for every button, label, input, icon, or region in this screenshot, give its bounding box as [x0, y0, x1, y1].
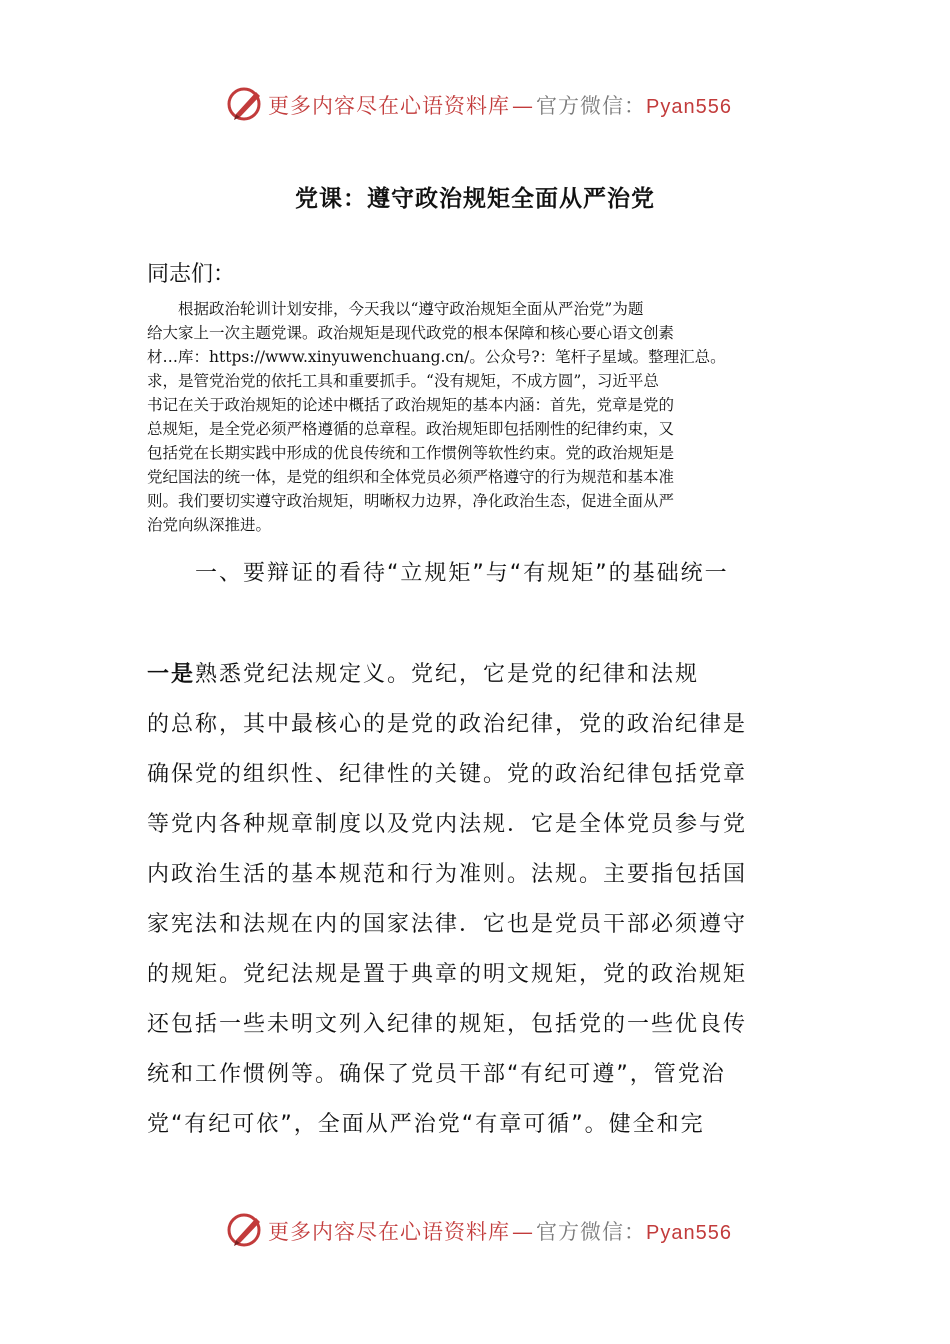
intro-line: 给大家上一次主题党课。政治规矩是现代政党的根本保障和核心要心语文创素: [147, 324, 675, 342]
intro-line: 则。我们要切实遵守政治规矩，明晰权力边界，净化政治生态，促进全面从严: [147, 492, 675, 510]
intro-paragraph: [147, 297, 797, 537]
watermark-text: [268, 1216, 732, 1246]
section-heading: 一、要辩证的看待“立规矩”与“有规矩”的基础统一: [147, 561, 729, 586]
body-line: 还包括一些未明文列入纪律的规矩，包括党的一些优良传: [147, 1012, 748, 1037]
intro-line: 材…库：https://www.xinyuwenchuang.cn/。公众号?：笔杆子星域。整理汇总。: [147, 348, 726, 366]
watermark-label: 官方微信：: [536, 1220, 646, 1244]
intro-line: 根据政治轮训计划安排，今天我以“遵守政治规矩全面从严治党”为题: [147, 300, 644, 318]
watermark-wechat-id: Pyan556: [646, 96, 732, 118]
intro-line: 包括党在长期实践中形成的优良传统和工作惯例等软性约束。党的政治规矩是: [147, 444, 675, 462]
pen-logo-icon: [226, 84, 266, 124]
pen-logo-icon: [226, 1210, 266, 1250]
body-line: 统和工作惯例等。确保了党员干部“有纪可遵”，管党治: [147, 1062, 726, 1087]
body-line: 内政治生活的基本规范和行为准则。法规。主要指包括国: [147, 862, 748, 887]
intro-line: 党纪国法的统一体，是党的组织和全体党员必须严格遵守的行为规范和基本准: [147, 468, 675, 486]
body-line: 党“有纪可依”，全面从严治党“有章可循”。健全和完: [147, 1112, 705, 1137]
footer-watermark: [0, 1210, 950, 1250]
body-paragraph: [147, 650, 807, 1150]
body-line: 的总称，其中最核心的是党的政治纪律，党的政治纪律是: [147, 712, 748, 737]
salutation: 同志们：: [147, 262, 236, 287]
watermark-dash: —: [512, 1220, 534, 1244]
watermark-label: 官方微信：: [536, 94, 646, 118]
body-line: [147, 650, 807, 700]
watermark-wechat-id: Pyan556: [646, 1222, 732, 1244]
intro-line: 总规矩，是全党必须严格遵循的总章程。政治规矩即包括刚性的纪律约束，又: [147, 420, 675, 438]
body-lead: 一是: [147, 662, 196, 687]
body-line-text: 熟悉党纪法规定义。党纪，它是党的纪律和法规: [195, 662, 700, 687]
watermark-site: 更多内容尽在心语资料库: [268, 1220, 510, 1244]
intro-line: 求，是管党治党的依托工具和重要抓手。“没有规矩，不成方圆”，习近平总: [147, 372, 659, 390]
body-line: 确保党的组织性、纪律性的关键。党的政治纪律包括党章: [147, 762, 748, 787]
document-title: 党课：遵守政治规矩全面从严治党: [295, 186, 655, 212]
header-watermark: [0, 84, 950, 124]
watermark-dash: —: [512, 94, 534, 118]
body-line: 家宪法和法规在内的国家法律．它也是党员干部必须遵守: [147, 912, 748, 937]
intro-line: 书记在关于政治规矩的论述中概括了政治规矩的基本内涵：首先，党章是党的: [147, 396, 675, 414]
body-line: 等党内各种规章制度以及党内法规．它是全体党员参与党: [147, 812, 748, 837]
body-line: 的规矩。党纪法规是置于典章的明文规矩，党的政治规矩: [147, 962, 748, 987]
watermark-text: [268, 90, 732, 120]
watermark-site: 更多内容尽在心语资料库: [268, 94, 510, 118]
intro-line: 治党向纵深推进。: [147, 516, 272, 534]
